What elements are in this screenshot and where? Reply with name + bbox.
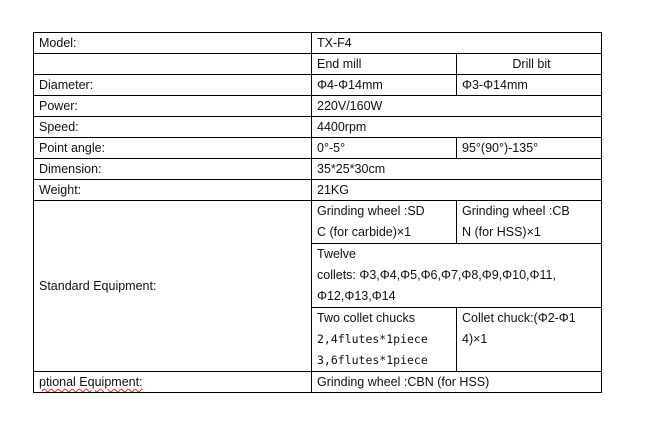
speed-value: 4400rpm <box>312 117 602 138</box>
collet-chuck-line1: Collet chuck:(Φ2-Φ1 <box>462 311 576 325</box>
grinding-wheel-sdc-line1: Grinding wheel :SD <box>317 204 425 218</box>
table-row <box>34 138 602 159</box>
diameter-drill-bit: Φ3-Φ14mm <box>457 75 602 96</box>
optional-equipment-label-text: ptional Equipment: <box>39 375 143 389</box>
collet-chuck-cell <box>457 308 602 372</box>
table-row <box>34 201 602 244</box>
point-angle-drill-bit: 95°(90°)-135° <box>457 138 602 159</box>
grinding-wheel-sdc-line2: C (for carbide)×1 <box>317 225 412 239</box>
weight-value: 21KG <box>312 180 602 201</box>
header-spacer <box>34 54 312 75</box>
optional-equipment-value: Grinding wheel :CBN (for HSS) <box>312 372 602 393</box>
diameter-end-mill: Φ4-Φ14mm <box>312 75 457 96</box>
table-row <box>34 96 602 117</box>
table-row <box>34 180 602 201</box>
dimension-value: 35*25*30cm <box>312 159 602 180</box>
table-row <box>34 372 602 393</box>
end-mill-header: End mill <box>312 54 457 75</box>
point-angle-end-mill: 0°-5° <box>312 138 457 159</box>
spec-table <box>33 32 602 393</box>
diameter-label: Diameter: <box>34 75 312 96</box>
power-value: 220V/160W <box>312 96 602 117</box>
table-row <box>34 159 602 180</box>
collet-chucks-line1: Two collet chucks <box>317 311 415 325</box>
table-row <box>34 75 602 96</box>
collet-chuck-line2: 4)×1 <box>462 332 488 346</box>
standard-equipment-label: Standard Equipment: <box>34 201 312 372</box>
drill-bit-header: Drill bit <box>457 54 602 75</box>
collets-line1: Twelve <box>317 247 356 261</box>
weight-label: Weight: <box>34 180 312 201</box>
collet-chucks-line2: 2,4flutes*1piece <box>317 332 428 346</box>
table-row <box>34 54 602 75</box>
collet-chucks-line3: 3,6flutes*1piece <box>317 353 428 367</box>
dimension-label: Dimension: <box>34 159 312 180</box>
power-label: Power: <box>34 96 312 117</box>
speed-label: Speed: <box>34 117 312 138</box>
grinding-wheel-cbn-line2: N (for HSS)×1 <box>462 225 541 239</box>
model-label: Model: <box>34 33 312 54</box>
table-row <box>34 33 602 54</box>
table-row <box>34 117 602 138</box>
collets-line3: Φ12,Φ13,Φ14 <box>317 289 396 303</box>
model-value: TX-F4 <box>312 33 602 54</box>
collets-line2: collets: Φ3,Φ4,Φ5,Φ6,Φ7,Φ8,Φ9,Φ10,Φ11, <box>317 268 556 282</box>
collets-cell <box>312 244 602 308</box>
grinding-wheel-cbn-cell <box>457 201 602 244</box>
grinding-wheel-sdc-cell <box>312 201 457 244</box>
point-angle-label: Point angle: <box>34 138 312 159</box>
collet-chucks-cell <box>312 308 457 372</box>
optional-equipment-label <box>34 372 312 393</box>
grinding-wheel-cbn-line1: Grinding wheel :CB <box>462 204 570 218</box>
